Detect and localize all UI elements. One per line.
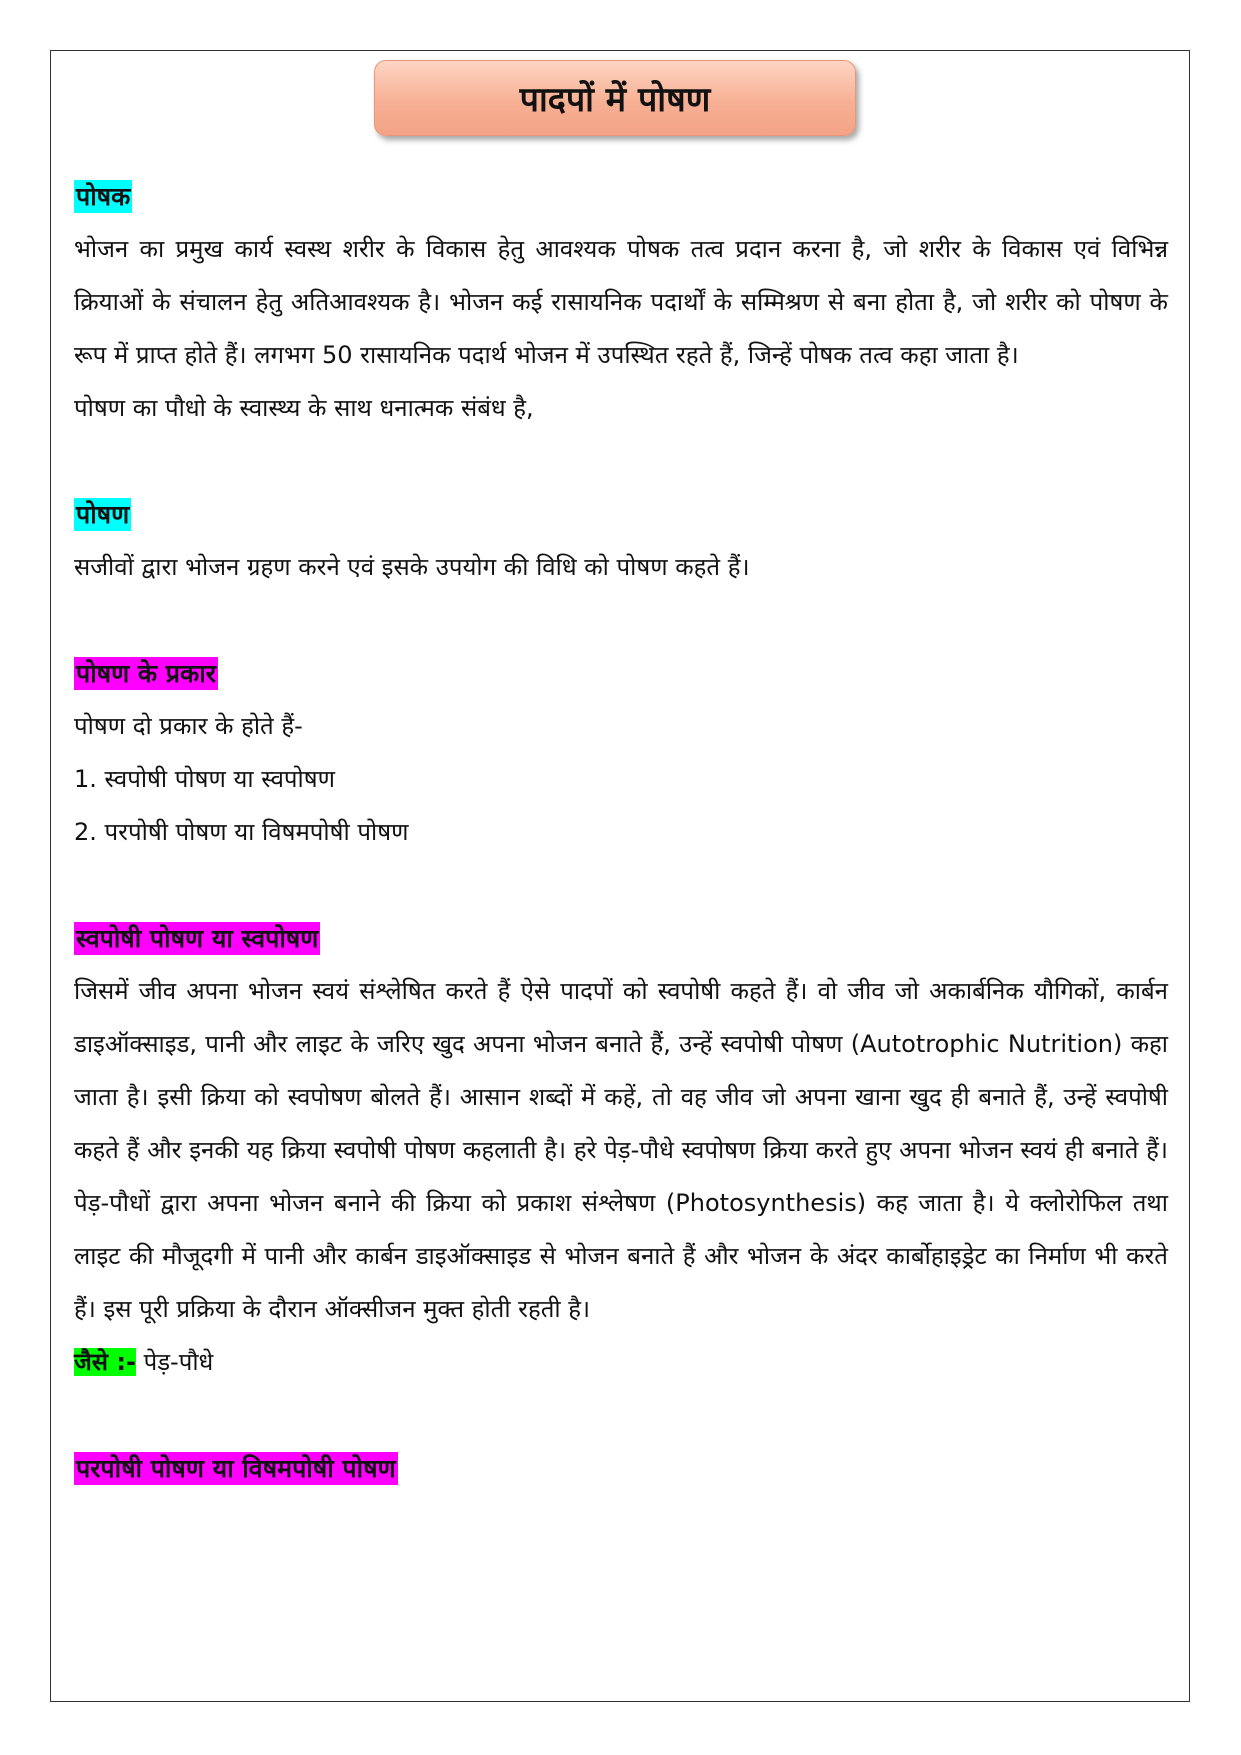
document-content — [74, 170, 1168, 1495]
heading-poshak-text: पोषक — [76, 182, 131, 211]
heading-heterotrophic — [74, 1442, 1168, 1495]
heading-heterotrophic-text: परपोषी पोषण या विषमपोषी पोषण — [76, 1454, 396, 1483]
example-value: पेड़-पौधे — [135, 1348, 214, 1376]
example-label: जैसे :- — [74, 1348, 136, 1376]
list-item: 1. स्वपोषी पोषण या स्वपोषण — [74, 765, 335, 793]
spacer — [74, 435, 1168, 488]
heading-types — [74, 647, 1168, 700]
title-box — [374, 60, 856, 136]
page-title: पादपों में पोषण — [519, 80, 711, 120]
heading-autotrophic-text: स्वपोषी पोषण या स्वपोषण — [76, 924, 319, 953]
paragraph-autotrophic: जिसमें जीव अपना भोजन स्वयं संश्लेषित करते हैं ऐसे पादपों को स्वपोषी कहते हैं। वो जीव जो अकार्बनिक यौगिकों, कार्बन डाइऑक्साइड, पानी और लाइट के जरिए खुद अपना भोजन बनाते हैं, उन्हें स्वपोषी पोषण (Autotrophic Nutrition) कहा जाता है। इसी क्रिया को स्वपोषण बोलते हैं। आसान शब्दों में कहें, तो वह जीव जो अपना खाना खुद ही बनाते हैं, उन्हें स्वपोषी कहते हैं और इनकी यह क्रिया स्वपोषी पोषण कहलाती है। हरे पेड़-पौधे स्वपोषण क्रिया करते हुए अपना भोजन स्वयं ही बनाते हैं। पेड़-पौधों द्वारा अपना भोजन बनाने की क्रिया को प्रकाश संश्लेषण (Photosynthesis) कह जाता है। ये क्लोरोफिल तथा लाइट की मौजूदगी में पानी और कार्बन डाइऑक्साइड से भोजन बनाते हैं और भोजन के अंदर कार्बोहाइड्रेट का निर्माण भी करते हैं। इस पूरी प्रक्रिया के दौरान ऑक्सीजन मुक्त होती रहती है। — [74, 977, 1168, 1323]
types-intro: पोषण दो प्रकार के होते हैं- — [74, 712, 303, 740]
paragraph-poshan: सजीवों द्वारा भोजन ग्रहण करने एवं इसके उपयोग की विधि को पोषण कहते हैं। — [74, 553, 750, 581]
heading-poshak — [74, 170, 1168, 223]
list-item: 2. परपोषी पोषण या विषमपोषी पोषण — [74, 818, 409, 846]
heading-poshan — [74, 488, 1168, 541]
spacer — [74, 1389, 1168, 1442]
paragraph-poshak: भोजन का प्रमुख कार्य स्वस्थ शरीर के विकास हेतु आवश्यक पोषक तत्व प्रदान करना है, जो शरीर के विकास एवं विभिन्न क्रियाओं के संचालन हेतु अतिआवश्यक है। भोजन कई रासायनिक पदार्थों के सम्मिश्रण से बना होता है, जो शरीर को पोषण के रूप में प्राप्त होते हैं। लगभग 50 रासायनिक पदार्थ भोजन में उपस्थित रहते हैं, जिन्हें पोषक तत्व कहा जाता है। — [74, 235, 1168, 369]
heading-poshan-text: पोषण — [76, 500, 130, 529]
example-line — [74, 1336, 1168, 1389]
spacer — [74, 859, 1168, 912]
heading-types-text: पोषण के प्रकार — [76, 659, 216, 688]
spacer — [74, 594, 1168, 647]
heading-autotrophic — [74, 912, 1168, 965]
paragraph-poshak-relation: पोषण का पौधो के स्वास्थ्य के साथ धनात्मक संबंध है, — [74, 394, 534, 422]
